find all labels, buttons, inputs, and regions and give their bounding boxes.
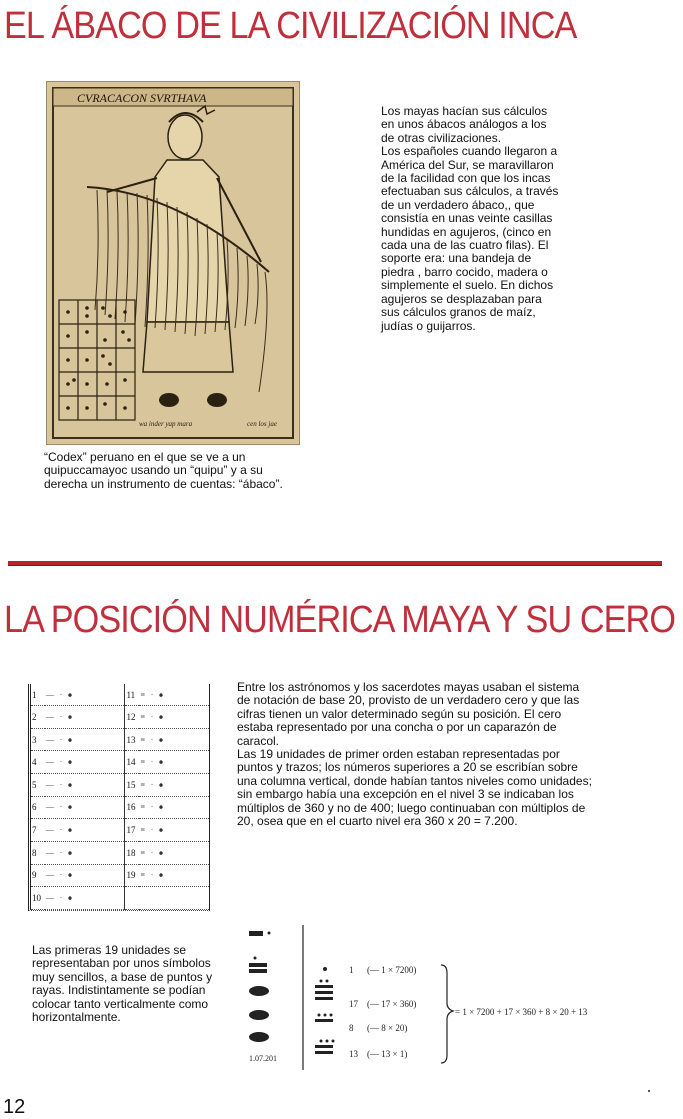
positional-row-expression: (— 1 × 7200) — [367, 965, 417, 975]
right-glyph: ≡ ∙ ⦁ — [139, 841, 209, 864]
table-row — [31, 819, 209, 842]
units-paragraph: Las primeras 19 unidades se representaban por unos símbolos muy sencillos, a base de puntos y rayas. Indistintamente se podían colocar tanto verticalmente como horizontalmente. — [32, 943, 213, 1025]
right-glyph: ≡ ∙ ⦁ — [139, 728, 209, 751]
left-number: 9 — [31, 864, 45, 887]
left-glyph: — ∙ ⦁ — [45, 728, 125, 751]
left-number: 7 — [31, 819, 45, 842]
left-number: 4 — [31, 751, 45, 774]
left-number: 5 — [31, 774, 45, 797]
codex-footer-right: cen los jae — [247, 420, 277, 428]
table-row — [31, 706, 209, 729]
positional-result: = 1 × 7200 + 17 × 360 + 8 × 20 + 13 — [455, 1007, 588, 1017]
table-row — [31, 887, 209, 910]
left-glyph: — ∙ ⦁ — [45, 751, 125, 774]
section-divider — [8, 561, 662, 565]
positional-row-expression: (— 8 × 20) — [367, 1023, 408, 1033]
left-number: 10 — [31, 887, 45, 910]
right-glyph: ≡ ∙ ⦁ — [139, 706, 209, 729]
right-number — [125, 887, 140, 910]
left-glyph: — ∙ ⦁ — [45, 864, 125, 887]
right-number: 19 — [125, 864, 140, 887]
positional-row-number: 13 — [349, 1049, 358, 1059]
positional-bottom-left: 1.07.201 — [249, 1054, 277, 1063]
glyph-column-left — [249, 931, 271, 1042]
table-row — [31, 796, 209, 819]
right-number: 13 — [125, 728, 140, 751]
right-glyph: ≡ ∙ ⦁ — [139, 796, 209, 819]
intro-paragraph: Los mayas hacían sus cálculos en unos ábacos análogos a los de otras civilizaciones. Los españoles cuando llegaron a América del Sur, se maravillaron de la facilidad con que los incas efectuaban sus cálculos, a través de un verdadero ábaco,, que consistía en unas veinte casillas hundidas en agujeros, (cinco en cada una de las cuatro filas). El soporte era: una bandeja de piedra , barro cocido, madera o simplemente el suelo. En dichos agujeros se desplazaban para sus cálculos granos de maíz, judías o guijarros. — [381, 104, 559, 333]
left-glyph: — ∙ ⦁ — [45, 796, 125, 819]
codex-header-text: CVRACACON SVRTHAVA — [77, 91, 207, 105]
codex-illustration — [46, 81, 300, 445]
left-number: 2 — [31, 706, 45, 729]
mayan-notation-paragraph: Entre los astrónomos y los sacerdotes mayas usaban el sistema de notación de base 20, provisto de un verdadero cero y que las cifras tienen un valor determinado según su posición. El cero estaba representado por una concha o por un caparazón de caracol. Las 19 unidades de primer orden estaban representadas por puntos y trazos; los números superiores a 20 se escribían sobre una columna vertical, donde habían tantos niveles como unidades; sin embargo había una excepción en el nivel 3 se indicaban los múltiplos de 360 y no de 400; luego continuaban con múltiplos de 20, osea que en el cuarto nivel era 360 x 20 = 7.200. — [237, 680, 592, 829]
table-row — [31, 684, 209, 706]
positional-row-number: 17 — [349, 999, 358, 1009]
table-row — [31, 841, 209, 864]
right-number: 15 — [125, 774, 140, 797]
stray-dot — [648, 1090, 650, 1092]
left-glyph: — ∙ ⦁ — [45, 841, 125, 864]
left-glyph: — ∙ ⦁ — [45, 887, 125, 910]
left-number: 3 — [31, 728, 45, 751]
section-title-mayan-position: LA POSICIÓN NUMÉRICA MAYA Y SU CERO — [4, 599, 676, 641]
left-number: 6 — [31, 796, 45, 819]
right-number: 17 — [125, 819, 140, 842]
right-glyph: ≡ ∙ ⦁ — [139, 751, 209, 774]
codex-caption: “Codex” peruano en el que se ve a un quipuccamayoc usando un “quipu” y a su derecha un instrumento de cuentas: “ábaco”. — [44, 450, 283, 491]
left-glyph: — ∙ ⦁ — [45, 684, 125, 706]
right-number: 12 — [125, 706, 140, 729]
left-number: 1 — [31, 684, 45, 706]
positional-row-expression: (— 13 × 1) — [367, 1049, 408, 1059]
positional-row-number: 8 — [349, 1023, 354, 1033]
right-number: 11 — [125, 684, 140, 706]
positional-example-diagram — [245, 925, 645, 1075]
positional-row-expression: (— 17 × 360) — [367, 999, 417, 1009]
section-title-inca-abacus: EL ÁBACO DE LA CIVILIZACIÓN INCA — [4, 5, 577, 47]
positional-row-number: 1 — [349, 965, 354, 975]
right-glyph: ≡ ∙ ⦁ — [139, 819, 209, 842]
right-number: 18 — [125, 841, 140, 864]
table-row — [31, 728, 209, 751]
right-glyph — [139, 887, 209, 910]
left-number: 8 — [31, 841, 45, 864]
left-glyph: — ∙ ⦁ — [45, 819, 125, 842]
page-number: 12 — [3, 1096, 26, 1118]
left-glyph: — ∙ ⦁ — [45, 774, 125, 797]
right-number: 16 — [125, 796, 140, 819]
mayan-numbers-table — [28, 684, 210, 911]
right-glyph: ≡ ∙ ⦁ — [139, 774, 209, 797]
right-glyph: ≡ ∙ ⦁ — [139, 864, 209, 887]
left-glyph: — ∙ ⦁ — [45, 706, 125, 729]
right-glyph: ≡ ∙ ⦁ — [139, 684, 209, 706]
table-row — [31, 864, 209, 887]
table-row — [31, 774, 209, 797]
right-number: 14 — [125, 751, 140, 774]
codex-footer-left: wa inder yap mara — [139, 420, 193, 428]
table-row — [31, 751, 209, 774]
